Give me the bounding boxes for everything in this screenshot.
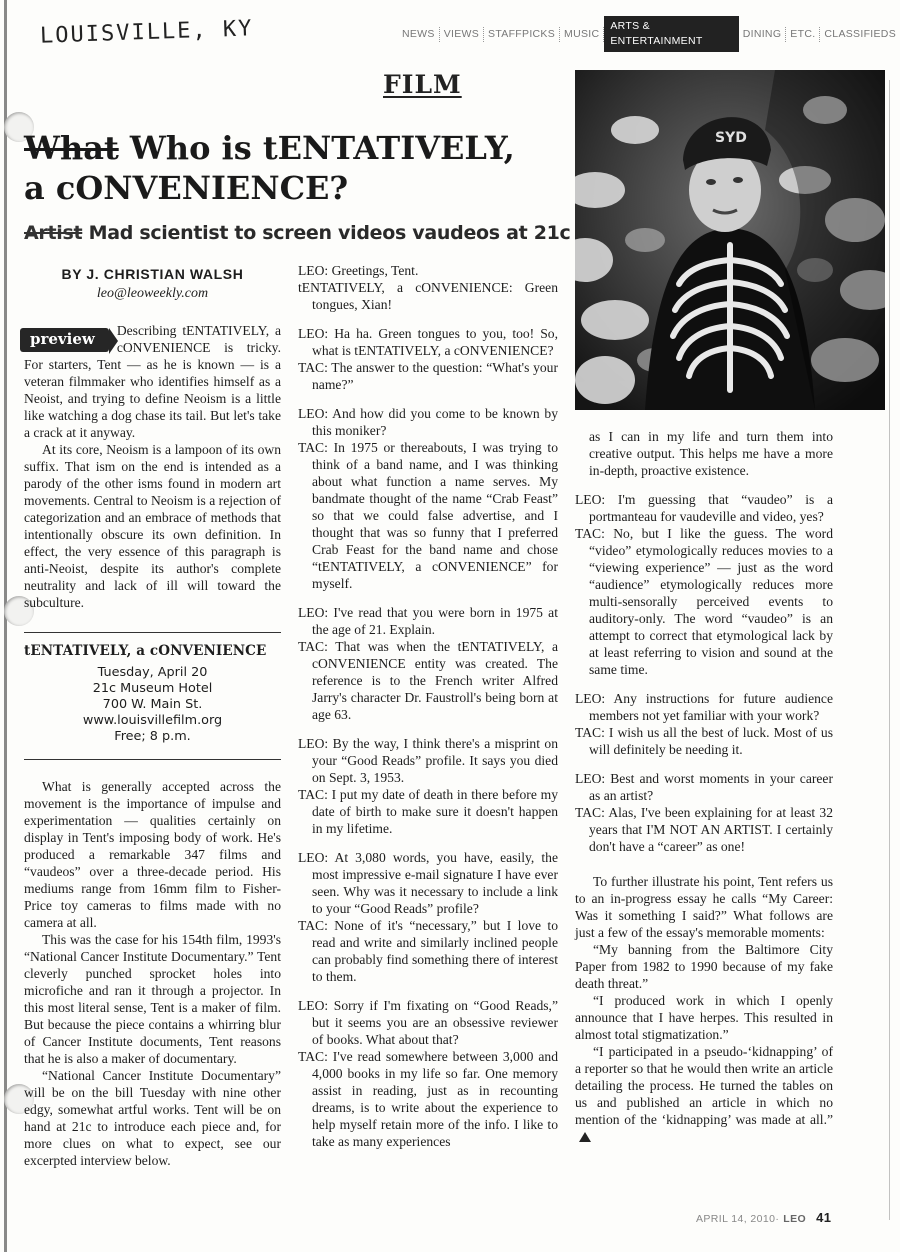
deck-main: Mad scientist to screen videos vaudeos at 21c [88, 222, 571, 244]
event-price-time: Free; 8 p.m. [114, 729, 191, 744]
question: LEO: Greetings, Tent. [298, 263, 419, 278]
nav-item-views[interactable]: VIEWS [440, 27, 484, 42]
top-nav [398, 16, 900, 52]
footer-separator: · [775, 1213, 780, 1225]
end-mark-icon [579, 1132, 591, 1142]
answer: TAC: No, but I like the guess. The word “video” etymologically reduces movies to a “viewing experience” — just as the word “audience” etymologically reduces more multi-sensorally perceived events to auditory-only. The word “vaudeo” is an attempt to correct that etymological lack by at least referring to vision and sound at the same time. [575, 526, 833, 677]
footer-date: APRIL 14, 2010 [696, 1213, 776, 1225]
answer: TAC: I wish us all the best of luck. Most of us will definitely be needing it. [575, 725, 833, 757]
body-paragraph-2: This was the case for his 154th film, 1993's “National Cancer Institute Documentary.” Tent cleverly punched sprocket holes into microfiche and ran it through a projector. In this most literal sense, Tent is a maker of film. But because the piece contains a whirring blur of Cancer Institute documents, Tent reasons that he is also a maker of documentary. [24, 932, 281, 1066]
event-venue: 21c Museum Hotel [92, 681, 213, 696]
question: LEO: Ha ha. Green tongues to you, too! So, what is tENTATIVELY, a cONVENIENCE? [298, 326, 558, 358]
qa-block [298, 604, 558, 723]
closing-quote-1: “My banning from the Baltimore City Paper from 1982 to 1990 because of my fake death threat.” [575, 942, 833, 991]
event-address: 700 W. Main St. [102, 697, 203, 712]
closing-quote-2: “I produced work in which I openly announce that I have herpes. This resulted in almost total stigmatization.” [575, 993, 833, 1042]
closing-quote-3 [575, 1043, 833, 1145]
body-paragraph-1: What is generally accepted across the movement is the importance of impulse and experimentation — qualities certainly on display in Tent's imposing body of work. He's produced a remarkable 347 films and “vaudeos” over a three-decade period. His mediums range from 16mm film to Fisher-Price toy cameras to films made with no camera at all. [24, 779, 281, 930]
handwritten-note: LOUISVILLE, KY [39, 16, 254, 49]
answer: TAC: I've read somewhere between 3,000 and 4,000 books in my life so far. One memory assist in reading, just as in recounting dreams, is to write about the experience to help myself retain more of the info. I like to take as many experiences [298, 1049, 558, 1149]
headline-line2: a cONVENIENCE? [24, 169, 349, 207]
answer: TAC: That was when the tENTATIVELY, a cONVENIENCE entity was created. The reference is to the French writer Alfred Jarry's character Dr. Faustroll's being born at age 63. [298, 639, 558, 722]
nav-item-classifieds[interactable]: CLASSIFIEDS [824, 27, 896, 40]
qa-block [575, 770, 833, 855]
question: LEO: Any instructions for future audience members not yet familiar with your work? [575, 691, 833, 723]
intro-paragraph-1 [24, 322, 281, 441]
qa-block [298, 735, 558, 837]
photo-illustration [575, 70, 885, 410]
event-info-box [24, 632, 281, 760]
question: LEO: And how did you come to be known by this moniker? [298, 406, 558, 438]
answer: TAC: I put my date of death in there before my date of birth to make sure it doesn't happen in my lifetime. [298, 787, 558, 836]
preview-badge [20, 328, 109, 352]
svg-text:SYD: SYD [715, 130, 747, 146]
footer-page-number: 41 [816, 1210, 832, 1225]
qa-block [298, 325, 558, 393]
headline [24, 128, 564, 208]
question: LEO: Best and worst moments in your career as an artist? [575, 771, 833, 803]
qa-continuation [575, 428, 833, 479]
byline-author: BY J. CHRISTIAN WALSH [61, 266, 244, 282]
headline-struck-word: What [24, 129, 119, 167]
answer: TAC: Alas, I've been explaining for at least 32 years that I'M NOT AN ARTIST. I certainly don't have a “career” as one! [575, 805, 833, 854]
preview-badge-label: preview [20, 328, 109, 352]
scan-edge [4, 0, 7, 1252]
column-2-interview [298, 262, 558, 1162]
question: LEO: Sorry if I'm fixating on “Good Reads,” but it seems you are an obsessive reviewer of books. What about that? [298, 998, 558, 1047]
scan-edge-right [889, 80, 890, 1220]
question: LEO: I'm guessing that “vaudeo” is a portmanteau for vaudeville and video, yes? [575, 492, 833, 524]
page-footer [696, 1210, 831, 1225]
qa-block [298, 849, 558, 985]
answer: TAC: In 1975 or thereabouts, I was trying to think of a band name, and I was thinking about what function a name serves. My bandmate thought of the name “Crab Feast” so that we could false advertise, and I thought that was so funny that I preferred Crab Feast for the band name and chose “tENTATIVELY, a cONVENIENCE” for myself. [298, 440, 558, 591]
column-3-interview [575, 428, 833, 1145]
answer: tENTATIVELY, a cONVENIENCE: Green tongues, Xian! [298, 280, 558, 312]
headline-main: Who is tENTATIVELY, [129, 129, 515, 167]
nav-item-arts-entertainment[interactable]: ARTS & ENTERTAINMENT [604, 16, 738, 52]
answer-continued: as I can in my life and turn them into creative output. This helps me have a more in-depth, proactive existence. [589, 429, 833, 478]
question: LEO: I've read that you were born in 1975 at the age of 21. Explain. [298, 605, 558, 637]
event-title: tENTATIVELY, a cONVENIENCE [24, 643, 267, 659]
nav-item-staffpicks[interactable]: STAFFPICKS [484, 27, 560, 42]
question: LEO: At 3,080 words, you have, easily, the most impressive e-mail signature I have ever seen. Why was it necessary to include a link to your “Good Reads” profile? [298, 850, 558, 916]
nav-item-news[interactable]: NEWS [398, 27, 440, 42]
deck [24, 222, 571, 244]
nav-item-dining[interactable]: DINING [739, 27, 787, 42]
answer: TAC: The answer to the question: “What's your name?” [298, 360, 558, 392]
closing-quote-3-text: “I participated in a pseudo-‘kidnapping’ of a reporter so that he would then write an article detailing the process. He turned the tables on us and published an article in which no mention of the ‘kidnapping’ was made at all.” [575, 1044, 833, 1127]
section-label: FILM [383, 70, 462, 99]
column-1 [24, 262, 281, 611]
question: LEO: By the way, I think there's a misprint on your “Good Reads” profile. It says you died on Sept. 3, 1953. [298, 736, 558, 785]
closing-paragraph-1: To further illustrate his point, Tent refers us to an in-progress essay he calls “My Career: Was it something I said?” What follows are just a few of the essay's memorable moments: [575, 874, 833, 940]
intro-text-1: Describing tENTATIVELY, a cONVENIENCE is tricky. For starters, Tent — as he is known — is a veteran filmmaker who identifies himself as a Neoist, and trying to define Neoism is a little like watching a dog chase its tail. But let's take a crack at it anyway. [24, 323, 281, 440]
qa-block [298, 405, 558, 592]
column-1-body [24, 778, 281, 1169]
nav-item-music[interactable]: MUSIC [560, 27, 604, 42]
event-website[interactable]: www.louisvillefilm.org [82, 713, 223, 728]
byline-email: leo@leoweekly.com [96, 286, 209, 301]
body-paragraph-3: “National Cancer Institute Documentary” will be on the bill Tuesday with nine other edgy, somewhat artful works. Tent will be on hand at 21c to introduce each piece and, for more clues on what to expect, see our excerpted interview below. [24, 1068, 281, 1168]
qa-block [575, 690, 833, 758]
nav-item-etc[interactable]: ETC. [786, 27, 820, 42]
answer: TAC: None of it's “necessary,” but I love to read and write and similarly inclined people can probably find something there of interest to them. [298, 918, 558, 984]
subject-photo [575, 70, 885, 410]
footer-publication: LEO [783, 1213, 807, 1225]
event-date: Tuesday, April 20 [97, 665, 208, 680]
deck-struck-word: Artist [24, 222, 83, 244]
intro-paragraph-2: At its core, Neoism is a lampoon of its own suffix. That ism on the end is intended as a parody of the other isms found in modern art movements. Central to Neoism is a rejection of categorization and an embrace of methods that intentionally obscure its own definition. In effect, the very essence of this paragraph is anti-Neoist, despite its author's complete neutrality and lack of ill will toward the subculture. [24, 442, 281, 610]
qa-block [298, 997, 558, 1150]
qa-block [298, 262, 558, 313]
qa-block [575, 491, 833, 678]
